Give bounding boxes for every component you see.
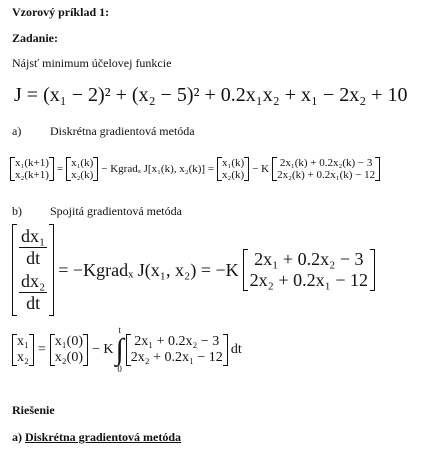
item-b-label: b) xyxy=(12,204,22,218)
solution-label: Riešenie xyxy=(12,403,55,417)
solution-a-text: Diskrétna gradientová metóda xyxy=(25,430,181,444)
integrand-top: 2x₁ + 0.2x₂ − 3 xyxy=(134,334,220,349)
discrete-update-equation: x₁(k+1) x₂(k+1) = x₁(k) x₂(k) − Kgradₓ J[x₁(k), x₂(k)] = x₁(k) x₂(k) − K 2x₁(k) + 0.2x₂(k) − 3 2x₂(k) + 0.2x₁(k) − 12 xyxy=(10,149,380,189)
task-text: Nájsť minimum účelovej funkcie xyxy=(12,56,172,70)
minus-k: − K xyxy=(252,163,270,175)
initial-top: x₁(0) xyxy=(54,334,84,349)
continuous-gradient-top: 2x₁ + 0.2x₂ − 3 xyxy=(254,249,364,269)
initial-bottom: x₂(0) xyxy=(54,350,84,365)
continuous-equation xyxy=(12,226,375,314)
lhs-vector xyxy=(10,157,54,181)
integral-sign: t ∫ 0 xyxy=(115,325,124,374)
dx1-dt: $\frac{\text{dx₁}}{dt}$ xyxy=(21,226,46,268)
item-a-label: a) xyxy=(12,124,22,138)
integral-equation: x₁ x₂ = x₁(0) x₂(0) − K t ∫ 0 2x₁ + 0.2x₂ − 3 2x₂ + 0.2x₁ − 12 dt xyxy=(12,324,242,376)
task-label: Zadanie: xyxy=(12,31,59,45)
dx2-dt: $\frac{\text{dx₂}}{dt}$ xyxy=(21,271,46,313)
gradient-vector xyxy=(272,157,380,181)
solution-a-prefix: a) xyxy=(12,430,22,444)
integrand-vector xyxy=(126,334,228,366)
item-a-text: Diskrétna gradientová metóda xyxy=(50,124,195,138)
integral-lower: 0 xyxy=(117,364,122,374)
integrand-bottom: 2x₂ + 0.2x₁ − 12 xyxy=(130,350,223,365)
lhs-bottom: x₂(k+1) xyxy=(15,169,49,181)
derivative-vector xyxy=(12,224,54,316)
integral-minus-k: − K xyxy=(92,342,114,357)
heading: Vzorový príklad 1: xyxy=(12,5,110,19)
current2-bottom: x₂(k) xyxy=(222,169,245,181)
item-b-text: Spojitá gradientová metóda xyxy=(50,204,182,218)
solution-a xyxy=(12,430,181,445)
gradient-bottom: 2x₂(k) + 0.2x₁(k) − 12 xyxy=(277,169,376,181)
continuous-mid-text: = −Kgradₓ J(x₁, x₂) = −K xyxy=(58,259,239,280)
continuous-gradient-bottom: 2x₂ + 0.2x₁ − 12 xyxy=(249,270,368,290)
current-bottom: x₂(k) xyxy=(71,169,94,181)
dt: dt xyxy=(230,342,242,357)
lhs-top: x₁(k+1) xyxy=(15,157,49,169)
current-vector xyxy=(66,157,98,181)
current-vector-2 xyxy=(217,157,249,181)
state-vector xyxy=(12,334,34,366)
state-top: x₁ xyxy=(17,334,29,349)
integral-upper: t xyxy=(118,325,121,335)
current-top: x₁(k) xyxy=(71,157,94,169)
initial-vector xyxy=(50,334,88,366)
gradient-term: − Kgradₓ J[x₁(k), x₂(k)] = xyxy=(101,163,215,175)
continuous-gradient-vector xyxy=(243,249,375,291)
objective-function: J = (x₁ − 2)² + (x₂ − 5)² + 0.2x₁x₂ + x₁ − 2x₂ + 10 xyxy=(14,84,408,106)
state-bottom: x₂ xyxy=(17,350,29,365)
current2-top: x₁(k) xyxy=(222,157,245,169)
gradient-top: 2x₁(k) + 0.2x₂(k) − 3 xyxy=(279,157,373,169)
